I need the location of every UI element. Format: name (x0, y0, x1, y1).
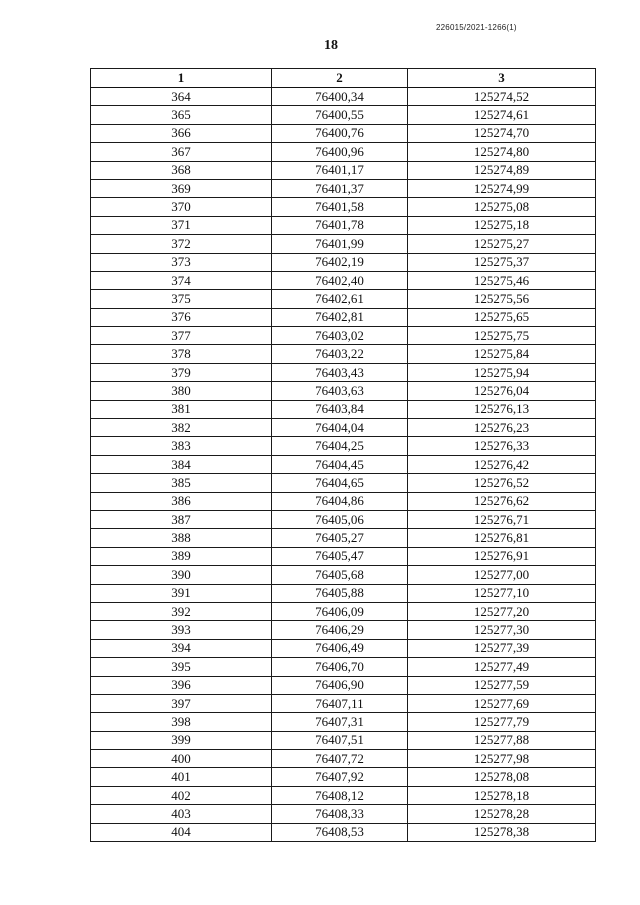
table-row (91, 88, 596, 106)
table-cell-col1: 372 (91, 235, 272, 253)
table-cell-col2: 76406,70 (272, 658, 408, 676)
table-cell-col2: 76401,37 (272, 179, 408, 197)
table-cell-col2: 76407,92 (272, 768, 408, 786)
table-row (91, 584, 596, 602)
table-cell-col2: 76408,33 (272, 805, 408, 823)
table-cell-col2: 76402,40 (272, 271, 408, 289)
table-cell-col3: 125276,81 (408, 529, 596, 547)
table-row (91, 179, 596, 197)
table-row (91, 510, 596, 528)
table-cell-col2: 76403,63 (272, 382, 408, 400)
table-row (91, 124, 596, 142)
table-cell-col3: 125277,00 (408, 566, 596, 584)
table-cell-col1: 394 (91, 639, 272, 657)
table-cell-col3: 125276,62 (408, 492, 596, 510)
table-cell-col3: 125277,88 (408, 731, 596, 749)
table-cell-col2: 76403,43 (272, 363, 408, 381)
table-cell-col3: 125275,37 (408, 253, 596, 271)
table-cell-col3: 125274,52 (408, 88, 596, 106)
table-cell-col1: 369 (91, 179, 272, 197)
table-row (91, 345, 596, 363)
table-cell-col1: 384 (91, 455, 272, 473)
table-cell-col3: 125277,39 (408, 639, 596, 657)
table-cell-col1: 388 (91, 529, 272, 547)
table-cell-col2: 76402,81 (272, 308, 408, 326)
table-row (91, 400, 596, 418)
table-cell-col2: 76401,78 (272, 216, 408, 234)
table-cell-col1: 397 (91, 694, 272, 712)
table-cell-col2: 76407,51 (272, 731, 408, 749)
table-cell-col3: 125276,71 (408, 510, 596, 528)
table-row (91, 271, 596, 289)
table-cell-col1: 368 (91, 161, 272, 179)
table-cell-col1: 382 (91, 419, 272, 437)
table-cell-col2: 76403,02 (272, 327, 408, 345)
table-row (91, 363, 596, 381)
table-cell-col3: 125277,20 (408, 602, 596, 620)
table-cell-col2: 76405,88 (272, 584, 408, 602)
table-cell-col1: 390 (91, 566, 272, 584)
table-cell-col2: 76405,27 (272, 529, 408, 547)
table-cell-col2: 76406,49 (272, 639, 408, 657)
table-cell-col2: 76402,61 (272, 290, 408, 308)
table-cell-col3: 125276,33 (408, 437, 596, 455)
table-cell-col1: 366 (91, 124, 272, 142)
table-cell-col3: 125274,99 (408, 179, 596, 197)
table-row (91, 768, 596, 786)
table-row (91, 750, 596, 768)
table-cell-col2: 76404,45 (272, 455, 408, 473)
table-cell-col1: 398 (91, 713, 272, 731)
table-row (91, 694, 596, 712)
table-cell-col3: 125275,18 (408, 216, 596, 234)
table-cell-col1: 386 (91, 492, 272, 510)
table-row (91, 382, 596, 400)
table-cell-col1: 377 (91, 327, 272, 345)
table-cell-col3: 125275,27 (408, 235, 596, 253)
table-row (91, 529, 596, 547)
table-cell-col1: 399 (91, 731, 272, 749)
table-row (91, 161, 596, 179)
table-cell-col2: 76400,76 (272, 124, 408, 142)
table-row (91, 823, 596, 841)
coordinates-table-container (90, 68, 595, 842)
table-cell-col1: 381 (91, 400, 272, 418)
table-cell-col3: 125278,38 (408, 823, 596, 841)
table-row (91, 474, 596, 492)
table-cell-col3: 125278,18 (408, 786, 596, 804)
table-cell-col2: 76407,72 (272, 750, 408, 768)
table-cell-col3: 125275,08 (408, 198, 596, 216)
table-cell-col3: 125274,89 (408, 161, 596, 179)
table-cell-col2: 76405,47 (272, 547, 408, 565)
table-row (91, 639, 596, 657)
table-row (91, 676, 596, 694)
table-row (91, 547, 596, 565)
table-cell-col2: 76408,53 (272, 823, 408, 841)
table-cell-col1: 376 (91, 308, 272, 326)
table-row (91, 253, 596, 271)
table-cell-col3: 125277,59 (408, 676, 596, 694)
table-row (91, 419, 596, 437)
document-reference: 226015/2021-1266(1) (436, 23, 517, 32)
table-cell-col1: 364 (91, 88, 272, 106)
table-cell-col2: 76400,55 (272, 106, 408, 124)
table-row (91, 658, 596, 676)
table-cell-col1: 365 (91, 106, 272, 124)
table-cell-col1: 396 (91, 676, 272, 694)
table-cell-col3: 125275,56 (408, 290, 596, 308)
table-row (91, 198, 596, 216)
table-cell-col2: 76400,96 (272, 143, 408, 161)
table-row (91, 216, 596, 234)
table-cell-col2: 76403,22 (272, 345, 408, 363)
column-header-3: 3 (408, 69, 596, 88)
table-cell-col1: 375 (91, 290, 272, 308)
table-cell-col1: 379 (91, 363, 272, 381)
table-cell-col1: 385 (91, 474, 272, 492)
table-cell-col2: 76404,65 (272, 474, 408, 492)
table-cell-col3: 125274,70 (408, 124, 596, 142)
table-row (91, 106, 596, 124)
table-cell-col3: 125277,49 (408, 658, 596, 676)
table-row (91, 308, 596, 326)
table-row (91, 327, 596, 345)
table-cell-col1: 403 (91, 805, 272, 823)
table-row (91, 290, 596, 308)
table-cell-col1: 391 (91, 584, 272, 602)
table-cell-col1: 383 (91, 437, 272, 455)
table-cell-col1: 373 (91, 253, 272, 271)
table-cell-col3: 125275,84 (408, 345, 596, 363)
table-cell-col2: 76405,06 (272, 510, 408, 528)
table-row (91, 731, 596, 749)
table-cell-col3: 125276,52 (408, 474, 596, 492)
table-cell-col1: 402 (91, 786, 272, 804)
page-number: 18 (324, 38, 338, 53)
column-header-1: 1 (91, 69, 272, 88)
table-cell-col1: 367 (91, 143, 272, 161)
table-cell-col2: 76406,09 (272, 602, 408, 620)
table-cell-col2: 76404,25 (272, 437, 408, 455)
table-cell-col3: 125276,91 (408, 547, 596, 565)
table-cell-col3: 125275,94 (408, 363, 596, 381)
table-cell-col2: 76405,68 (272, 566, 408, 584)
table-cell-col3: 125277,69 (408, 694, 596, 712)
table-cell-col1: 393 (91, 621, 272, 639)
table-row (91, 786, 596, 804)
table-cell-col2: 76404,04 (272, 419, 408, 437)
table-cell-col3: 125275,75 (408, 327, 596, 345)
table-cell-col2: 76404,86 (272, 492, 408, 510)
table-cell-col3: 125277,79 (408, 713, 596, 731)
table-cell-col3: 125278,08 (408, 768, 596, 786)
table-row (91, 455, 596, 473)
table-cell-col3: 125277,98 (408, 750, 596, 768)
table-cell-col3: 125275,46 (408, 271, 596, 289)
table-cell-col3: 125276,23 (408, 419, 596, 437)
table-cell-col1: 370 (91, 198, 272, 216)
column-header-2: 2 (272, 69, 408, 88)
table-header-row (91, 69, 596, 88)
table-row (91, 437, 596, 455)
table-cell-col2: 76401,58 (272, 198, 408, 216)
table-row (91, 566, 596, 584)
table-cell-col3: 125276,04 (408, 382, 596, 400)
table-cell-col3: 125275,65 (408, 308, 596, 326)
table-cell-col2: 76407,31 (272, 713, 408, 731)
table-body (91, 88, 596, 842)
table-cell-col3: 125276,13 (408, 400, 596, 418)
table-cell-col1: 374 (91, 271, 272, 289)
table-cell-col1: 387 (91, 510, 272, 528)
table-cell-col1: 404 (91, 823, 272, 841)
table-cell-col2: 76406,29 (272, 621, 408, 639)
table-row (91, 602, 596, 620)
table-row (91, 235, 596, 253)
table-cell-col3: 125278,28 (408, 805, 596, 823)
table-row (91, 492, 596, 510)
table-cell-col3: 125274,80 (408, 143, 596, 161)
table-cell-col2: 76406,90 (272, 676, 408, 694)
table-cell-col2: 76401,99 (272, 235, 408, 253)
table-cell-col2: 76408,12 (272, 786, 408, 804)
table-cell-col1: 389 (91, 547, 272, 565)
table-row (91, 143, 596, 161)
table-cell-col1: 395 (91, 658, 272, 676)
table-cell-col3: 125276,42 (408, 455, 596, 473)
table-cell-col1: 392 (91, 602, 272, 620)
table-cell-col2: 76400,34 (272, 88, 408, 106)
table-cell-col1: 378 (91, 345, 272, 363)
table-cell-col1: 401 (91, 768, 272, 786)
table-cell-col3: 125277,30 (408, 621, 596, 639)
table-cell-col3: 125274,61 (408, 106, 596, 124)
table-cell-col2: 76401,17 (272, 161, 408, 179)
table-cell-col1: 400 (91, 750, 272, 768)
table-row (91, 621, 596, 639)
table-cell-col1: 371 (91, 216, 272, 234)
table-cell-col1: 380 (91, 382, 272, 400)
coordinates-table (90, 68, 596, 842)
table-row (91, 805, 596, 823)
table-row (91, 713, 596, 731)
table-cell-col3: 125277,10 (408, 584, 596, 602)
table-cell-col2: 76407,11 (272, 694, 408, 712)
table-cell-col2: 76402,19 (272, 253, 408, 271)
table-cell-col2: 76403,84 (272, 400, 408, 418)
